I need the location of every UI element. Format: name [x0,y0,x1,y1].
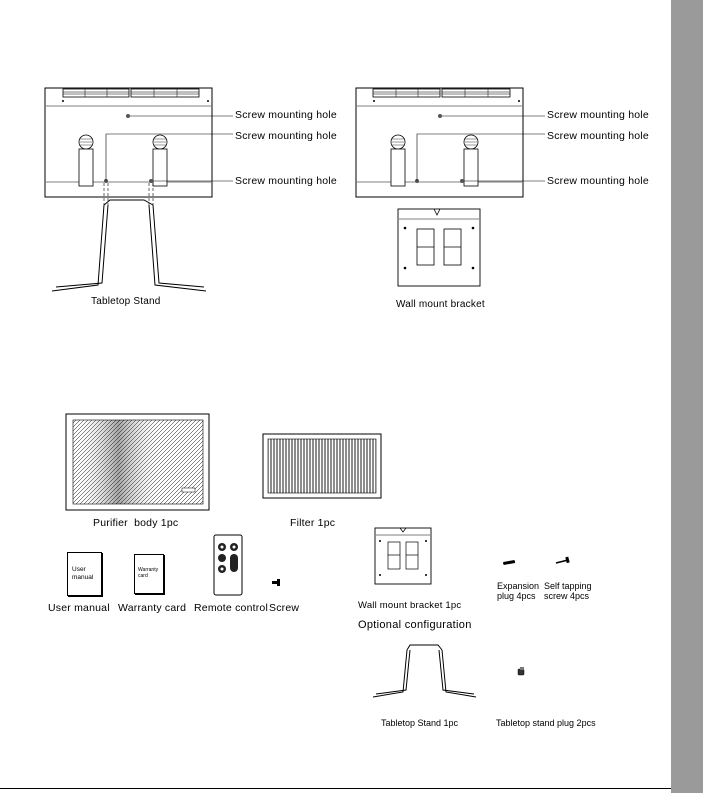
optional-configuration-label: Optional configuration [358,619,472,631]
wall-mount-bracket-1pc-label: Wall mount bracket 1pc [358,600,462,611]
left-screw-hole-label-2: Screw mounting hole [235,130,337,142]
screw-label: Screw [269,602,300,614]
filter-label: Filter 1pc [290,517,336,529]
user-manual-cover-text: User manual [72,566,94,581]
purifier-body-label: Purifier body 1pc [93,517,179,529]
right-screw-hole-label-3: Screw mounting hole [547,175,649,187]
self-tapping-screw-label: Self tapping screw 4pcs [544,581,592,601]
remote-control-label: Remote control [194,602,268,614]
left-screw-hole-label-1: Screw mounting hole [235,109,337,121]
wall-mount-bracket-label: Wall mount bracket [396,299,485,310]
expansion-plug-label: Expansion plug 4pcs [497,581,540,601]
warranty-card-label: Warranty card [118,602,187,614]
tabletop-stand-label: Tabletop Stand [91,296,161,307]
warranty-card-cover-text: Warranty card [138,567,159,579]
tabletop-stand-plug-label: Tabletop stand plug 2pcs [496,718,596,728]
right-screw-hole-label-2: Screw mounting hole [547,130,649,142]
right-screw-hole-label-1: Screw mounting hole [547,109,649,121]
user-manual-label: User manual [48,602,110,614]
left-screw-hole-label-3: Screw mounting hole [235,175,337,187]
tabletop-stand-1pc-label: Tabletop Stand 1pc [381,718,459,728]
